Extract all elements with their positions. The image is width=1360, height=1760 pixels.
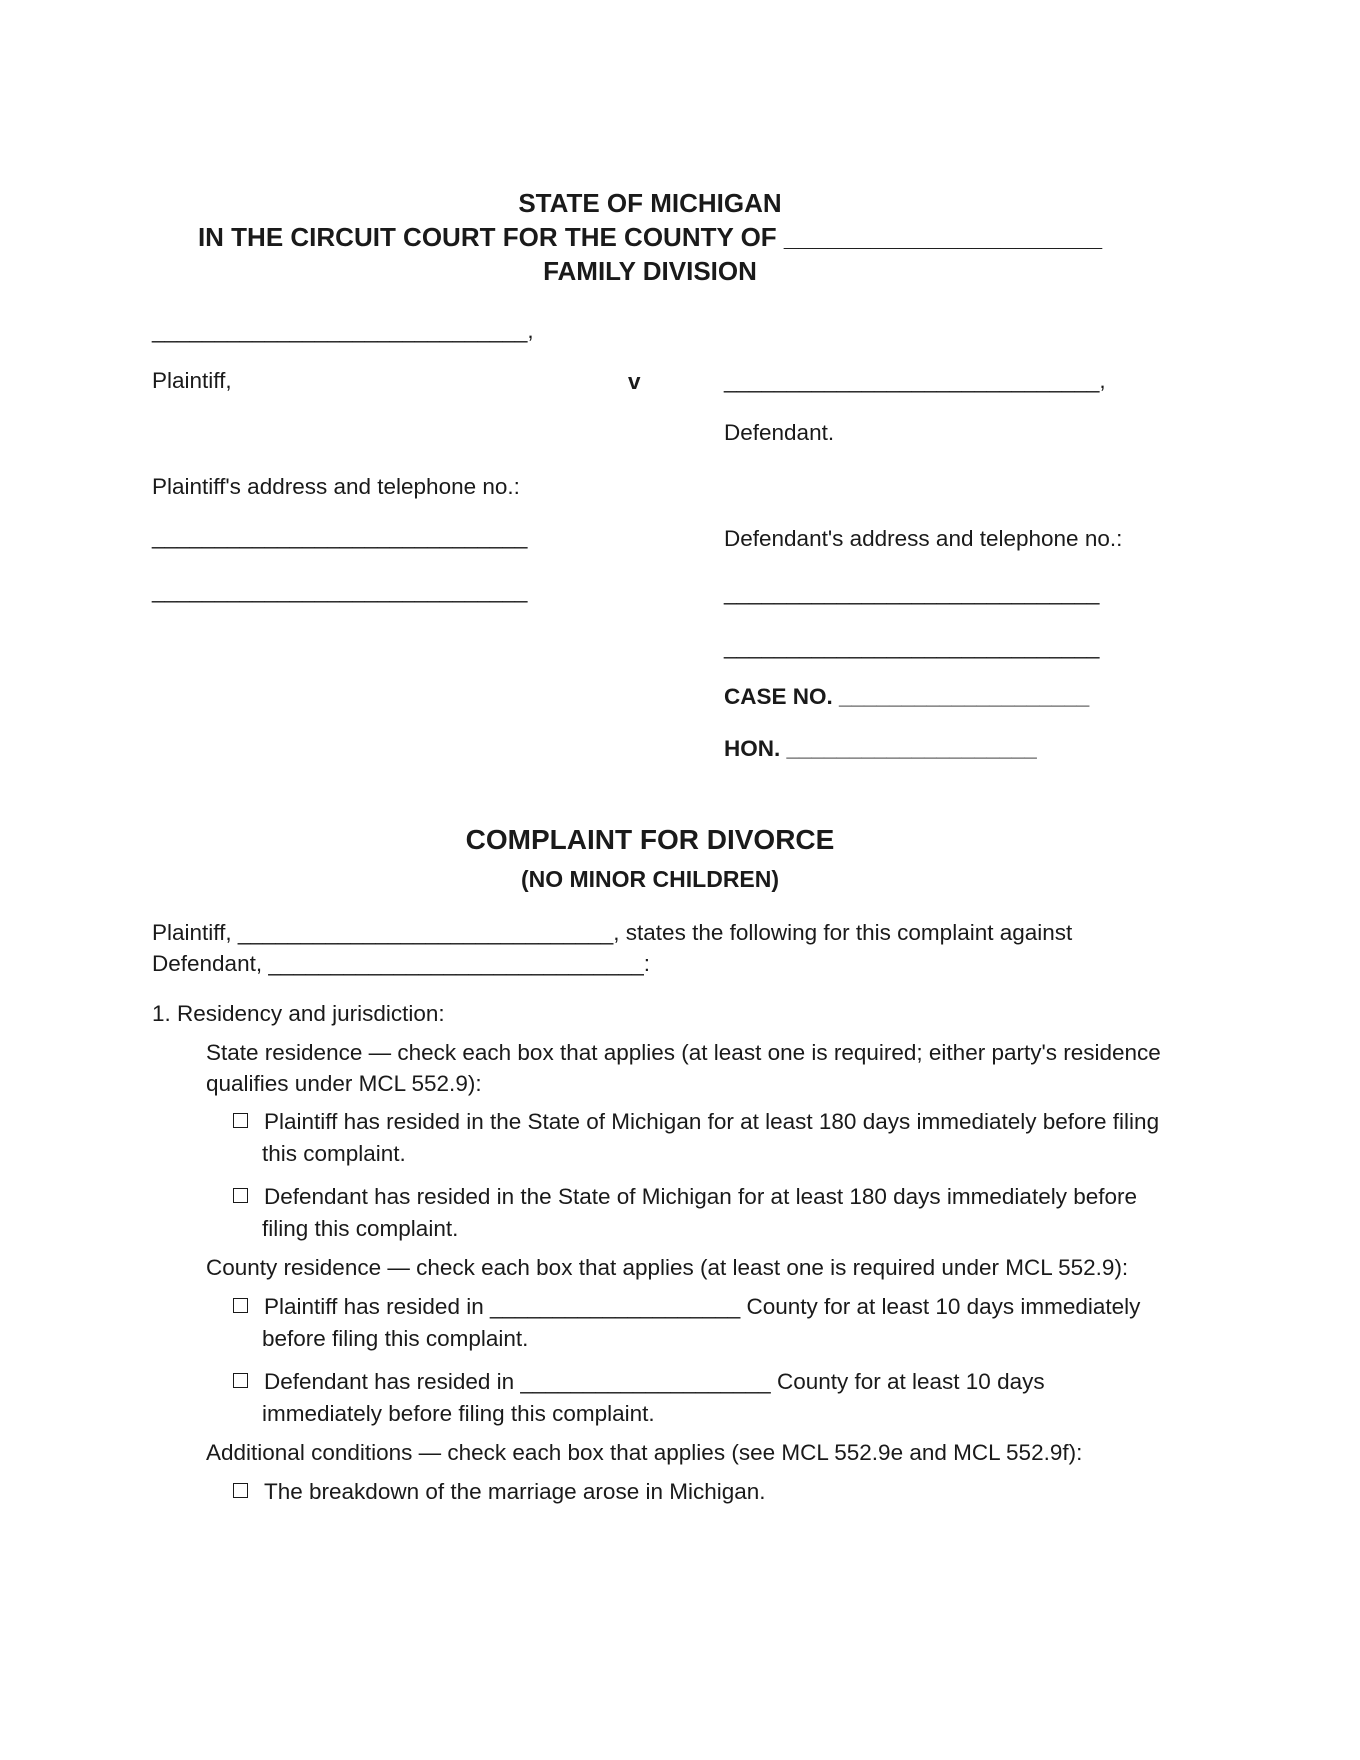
plaintiff-address-label: Plaintiff's address and telephone no.: <box>152 474 520 499</box>
case-number-field[interactable]: CASE NO. ____________________ <box>724 684 1090 709</box>
versus-label: v <box>628 369 641 394</box>
court-heading: IN THE CIRCUIT COURT FOR THE COUNTY OF ______________________ <box>197 222 1103 252</box>
checkbox[interactable] <box>233 1113 248 1128</box>
state-residence-defendant-option: Defendant has resided in the State of Michigan for at least 180 days immediately before <box>264 1184 1138 1209</box>
state-residence-plaintiff-option: this complaint. <box>262 1141 406 1166</box>
defendant-address-line[interactable]: ______________________________ <box>724 580 1100 605</box>
county-residence-plaintiff-option: before filing this complaint. <box>262 1326 529 1351</box>
defendant-name-line[interactable]: ______________________________, <box>724 368 1106 393</box>
plaintiff-address-line[interactable]: ______________________________ <box>152 524 528 549</box>
state-residence-defendant-option: filing this complaint. <box>262 1216 459 1241</box>
defendant-label: Defendant. <box>724 420 835 445</box>
county-residence-instruction: County residence — check each box that applies (at least one is required under MCL 552.9): <box>206 1255 1129 1280</box>
checkbox[interactable] <box>233 1298 248 1313</box>
defendant-address-line[interactable]: ______________________________ <box>724 634 1100 659</box>
plaintiff-name-line[interactable]: ______________________________, <box>152 318 534 343</box>
checkbox[interactable] <box>233 1483 248 1498</box>
intro-line: Plaintiff, ______________________________, states the following for this complaint against <box>152 920 1073 945</box>
checkbox[interactable] <box>233 1188 248 1203</box>
state-heading: STATE OF MICHIGAN <box>518 188 782 218</box>
county-residence-defendant-option: Defendant has resided in ____________________ County for at least 10 days <box>264 1369 1045 1394</box>
county-residence-defendant-option: immediately before filing this complaint. <box>262 1401 655 1426</box>
division-heading: FAMILY DIVISION <box>543 256 757 286</box>
marriage-breakdown-option: The breakdown of the marriage arose in Michigan. <box>264 1479 766 1504</box>
intro-line: Defendant, ______________________________: <box>152 951 650 976</box>
state-residence-plaintiff-option: Plaintiff has resided in the State of Michigan for at least 180 days immediately before filing <box>264 1109 1160 1134</box>
additional-conditions-instruction: Additional conditions — check each box that applies (see MCL 552.9e and MCL 552.9f): <box>206 1440 1083 1465</box>
checkbox[interactable] <box>233 1373 248 1388</box>
section-heading: 1. Residency and jurisdiction: <box>152 1001 445 1026</box>
judge-field[interactable]: HON. ____________________ <box>724 736 1037 761</box>
document-subtitle: (NO MINOR CHILDREN) <box>520 866 780 892</box>
state-residence-instruction: State residence — check each box that applies (at least one is required; either party's residence <box>206 1040 1161 1065</box>
county-residence-plaintiff-option: Plaintiff has resided in ____________________ County for at least 10 days immediately <box>264 1294 1141 1319</box>
defendant-address-label: Defendant's address and telephone no.: <box>724 526 1123 551</box>
plaintiff-label: Plaintiff, <box>152 368 232 393</box>
document-title: COMPLAINT FOR DIVORCE <box>465 824 835 855</box>
plaintiff-address-line[interactable]: ______________________________ <box>152 578 528 603</box>
state-residence-instruction: qualifies under MCL 552.9): <box>206 1071 482 1096</box>
